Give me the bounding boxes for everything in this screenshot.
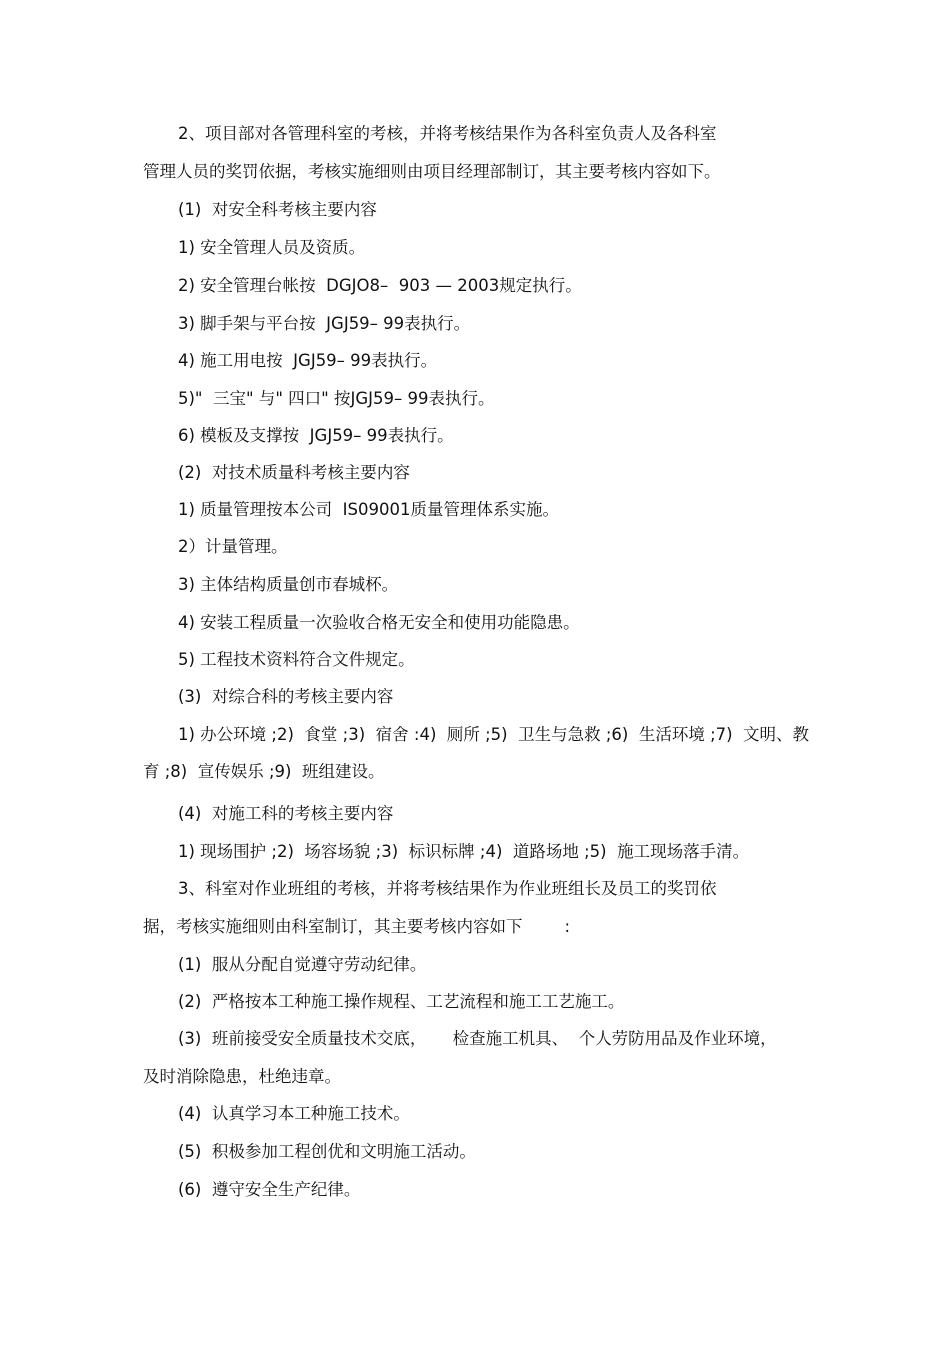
list-item: 3) 主体结构质量创市春城杯。 xyxy=(178,575,399,594)
list-item: (4) 认真学习本工种施工技术。 xyxy=(178,1104,410,1123)
section-heading: (2) 对技术质量科考核主要内容 xyxy=(178,463,410,482)
list-item: 2) 安全管理台帐按 DGJO8– 903 — 2003规定执行。 xyxy=(178,276,582,295)
list-item: 4) 安装工程质量一次验收合格无安全和使用功能隐患。 xyxy=(178,613,580,632)
list-item: 4) 施工用电按 JGJ59– 99表执行。 xyxy=(178,351,438,370)
paragraph-line: 2、项目部对各管理科室的考核，并将考核结果作为各科室负责人及各科室 xyxy=(178,124,717,143)
list-item: (5) 积极参加工程创优和文明施工活动。 xyxy=(178,1142,476,1161)
list-item: 1) 质量管理按本公司 IS09001质量管理体系实施。 xyxy=(178,500,559,519)
section-heading: (1) 对安全科考核主要内容 xyxy=(178,200,377,219)
list-item: 1) 办公环境 ;2) 食堂 ;3) 宿舍 :4) 厕所 ;5) 卫生与急救 ;6) 生活环境 ;7) 文明、教 xyxy=(178,725,810,744)
list-item: 1) 安全管理人员及资质。 xyxy=(178,238,366,257)
list-item: (2) 严格按本工种施工操作规程、工艺流程和施工工艺施工。 xyxy=(178,992,625,1011)
list-item-continuation: 育 ;8) 宣传娱乐 ;9) 班组建设。 xyxy=(143,762,385,781)
section-heading: (4) 对施工科的考核主要内容 xyxy=(178,804,394,823)
paragraph-line: 管理人员的奖罚依据，考核实施细则由项目经理部制订，其主要考核内容如下。 xyxy=(143,162,721,181)
list-item: (1) 服从分配自觉遵守劳动纪律。 xyxy=(178,955,427,974)
list-item: 1) 现场围护 ;2) 场容场貌 ;3) 标识标牌 ;4) 道路场地 ;5) 施工现场落手清。 xyxy=(178,842,750,861)
paragraph-line: 据，考核实施细则由科室制订，其主要考核内容如下 : xyxy=(143,917,571,936)
paragraph-line: 3、科室对作业班组的考核，并将考核结果作为作业班组长及员工的奖罚依 xyxy=(178,879,717,898)
section-heading: (3) 对综合科的考核主要内容 xyxy=(178,687,394,706)
list-item: 5) 工程技术资料符合文件规定。 xyxy=(178,650,415,669)
list-item-continuation: 及时消除隐患，杜绝违章。 xyxy=(143,1067,341,1086)
list-item: 3) 脚手架与平台按 JGJ59– 99表执行。 xyxy=(178,314,471,333)
list-item: 6) 模板及支撑按 JGJ59– 99表执行。 xyxy=(178,426,454,445)
list-item: 2）计量管理。 xyxy=(178,537,288,556)
list-item: (6) 遵守安全生产纪律。 xyxy=(178,1180,361,1199)
list-item: (3) 班前接受安全质量技术交底， 检查施工机具、 个人劳防用品及作业环境， xyxy=(178,1029,777,1048)
list-item: 5)" 三宝" 与" 四口" 按JGJ59– 99表执行。 xyxy=(178,389,495,408)
